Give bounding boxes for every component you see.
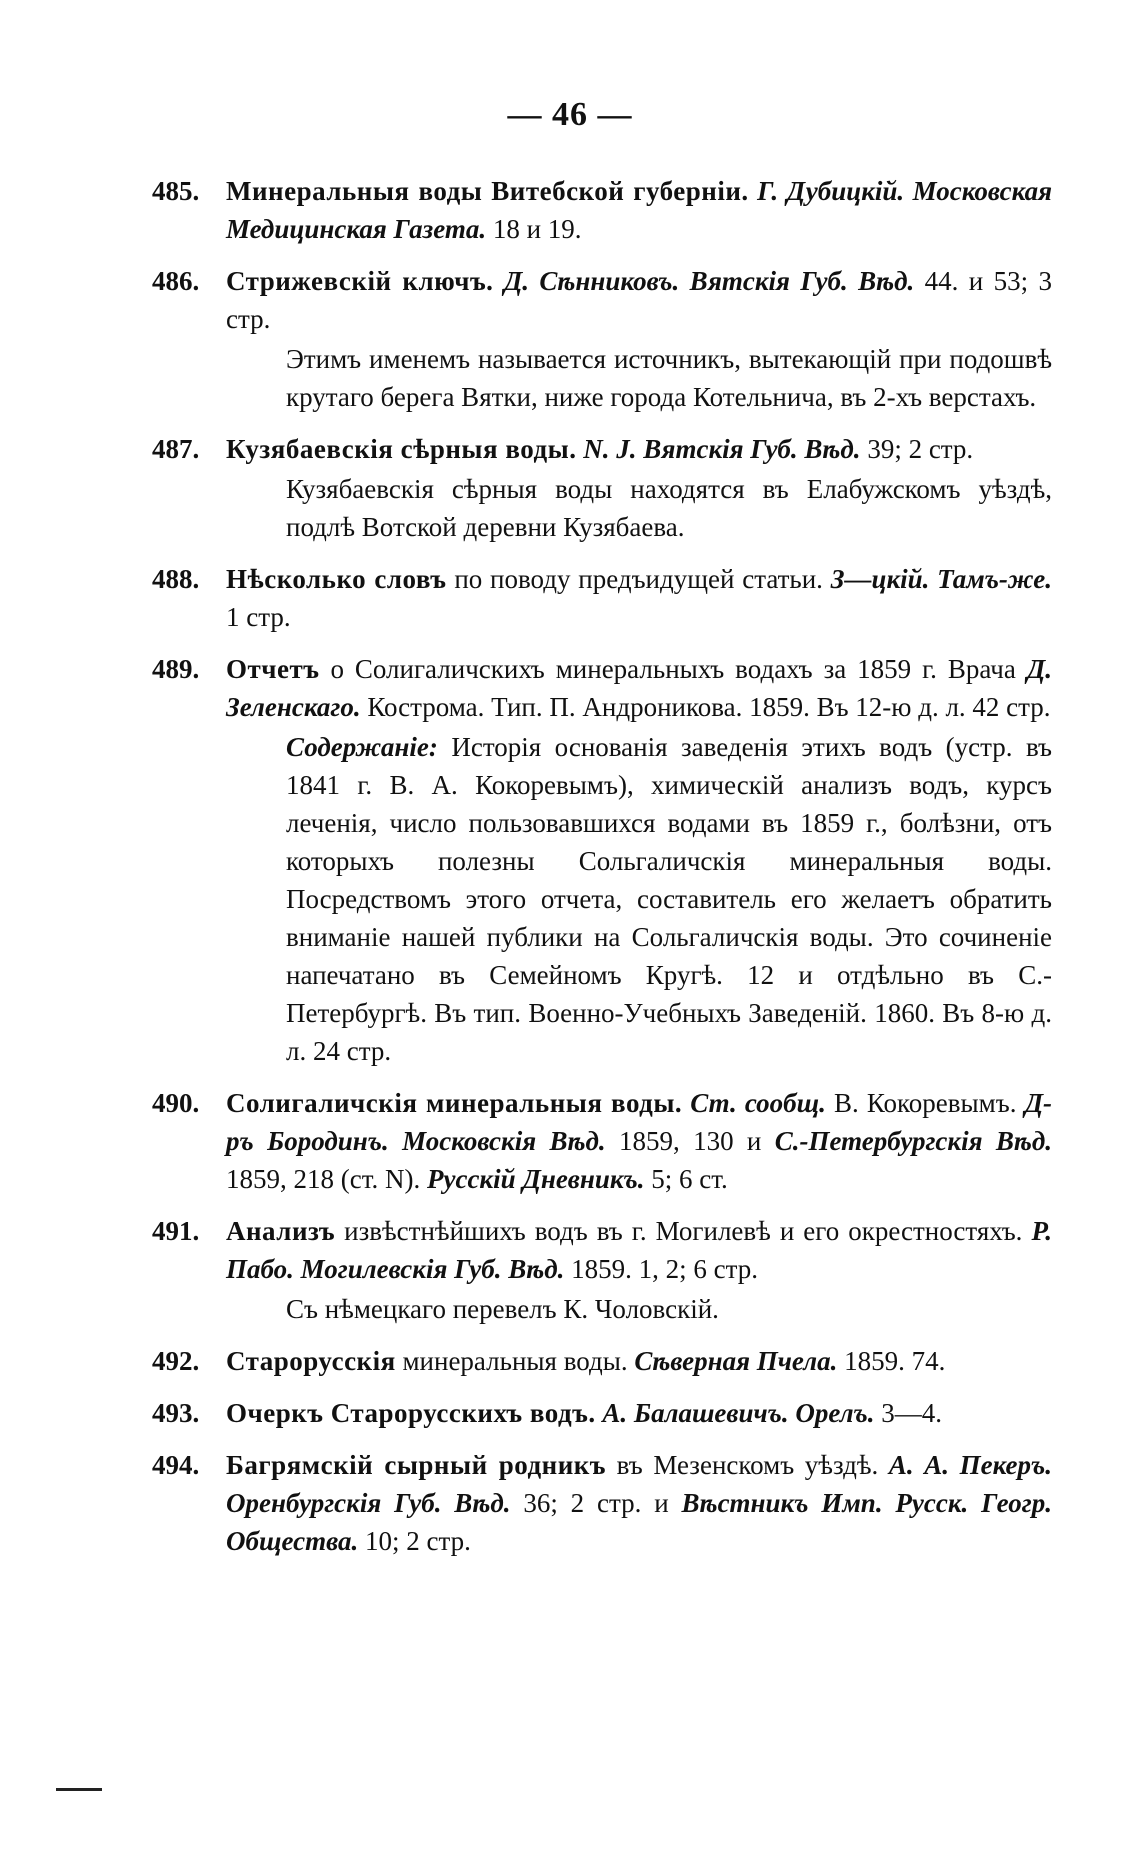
entry-source: Д. Сѣнниковъ. Вятскія Губ. Вѣд. bbox=[503, 266, 915, 296]
entry-body bbox=[226, 1084, 1052, 1198]
entry-body bbox=[226, 430, 1052, 546]
entry-title: Багрямскій сырный родникъ bbox=[226, 1450, 607, 1480]
bibliography-list bbox=[152, 172, 1052, 1574]
entry-citation bbox=[226, 1342, 1052, 1380]
entry-number: 493. bbox=[152, 1398, 200, 1428]
entry-source: Д-ръ Бородинъ. Московскія Вѣд. bbox=[226, 1088, 1052, 1156]
entry-number: 490. bbox=[152, 1088, 200, 1118]
entry-source: N. J. Вятскія Губ. Вѣд. bbox=[583, 434, 861, 464]
entry-body bbox=[226, 1212, 1052, 1328]
entry-number: 489. bbox=[152, 654, 200, 684]
entry-text: о Солигаличскихъ минеральныхъ водахъ за 1859 г. Врача bbox=[319, 654, 1027, 684]
footer-rule bbox=[56, 1788, 102, 1791]
entry-body bbox=[226, 1446, 1052, 1560]
bibliography-entry bbox=[152, 172, 1052, 248]
entry-text: Кострома. Тип. П. Андроникова. 1859. Въ 12-ю д. л. 42 стр. bbox=[360, 692, 1051, 722]
entry-source: Сѣверная Пчела. bbox=[634, 1346, 838, 1376]
entry-title: Кузябаевскія сѣрныя воды. bbox=[226, 434, 577, 464]
entry-number: 494. bbox=[152, 1450, 200, 1480]
entry-body bbox=[226, 1394, 1052, 1432]
entry-description bbox=[226, 1290, 1052, 1328]
entry-text: 1859. 74. bbox=[837, 1346, 946, 1376]
bibliography-entry bbox=[152, 262, 1052, 416]
entry-source: Г. Дубицкій. Московская Медицинская Газета. bbox=[226, 176, 1052, 244]
entry-description bbox=[226, 470, 1052, 546]
entry-text: 1 стр. bbox=[226, 602, 291, 632]
entry-number: 488. bbox=[152, 564, 200, 594]
entry-description bbox=[226, 728, 1052, 1070]
page-number: — 46 — bbox=[507, 96, 633, 133]
entry-body bbox=[226, 1342, 1052, 1380]
entry-text: 1859, 130 и bbox=[605, 1126, 775, 1156]
entry-text bbox=[749, 176, 757, 206]
description-text: Съ нѣмецкаго перевелъ К. Чоловскій. bbox=[286, 1294, 719, 1324]
entry-citation bbox=[226, 430, 1052, 468]
entry-citation bbox=[226, 650, 1052, 726]
entry-text: извѣстнѣйшихъ водъ въ г. Могилевѣ и его окрестностяхъ. bbox=[335, 1216, 1032, 1246]
entry-title: Анализъ bbox=[226, 1216, 336, 1246]
entry-text: В. Кокоревымъ. bbox=[825, 1088, 1025, 1118]
entry-text: 1859, 218 (ст. N). bbox=[226, 1164, 427, 1194]
bibliography-entry bbox=[152, 1394, 1052, 1432]
entry-text: по поводу предъидущей статьи. bbox=[446, 564, 831, 594]
entry-citation bbox=[226, 1446, 1052, 1560]
entry-body bbox=[226, 172, 1052, 248]
entry-citation bbox=[226, 1394, 1052, 1432]
entry-text: 44. и 53; 3 стр. bbox=[226, 266, 1053, 334]
bibliography-entry bbox=[152, 430, 1052, 546]
entry-text: 18 и 19. bbox=[486, 214, 582, 244]
entry-description bbox=[226, 340, 1052, 416]
entry-citation bbox=[226, 1212, 1052, 1288]
entry-number: 485. bbox=[152, 176, 200, 206]
entry-number: 487. bbox=[152, 434, 200, 464]
entry-body bbox=[226, 650, 1052, 1070]
entry-title: Старорусскія bbox=[226, 1346, 396, 1376]
entry-title: Минеральныя воды Витебской губерніи. bbox=[226, 176, 749, 206]
entry-text bbox=[493, 266, 503, 296]
bibliography-entry bbox=[152, 1342, 1052, 1380]
entry-text: въ Мезенскомъ уѣздѣ. bbox=[606, 1450, 889, 1480]
entry-source: З—цкій. Тамъ-же. bbox=[830, 564, 1052, 594]
entry-body bbox=[226, 560, 1052, 636]
bibliography-entry bbox=[152, 650, 1052, 1070]
description-text: Исторія основанія заведенія этихъ водъ (устр. въ 1841 г. В. А. Кокоревымъ), химическій анализъ водъ, курсъ леченія, число пользовавшихся водами въ 1859 г., болѣзни, отъ которыхъ полезны Сольгаличскія минеральныя воды. Посредствомъ этого отчета, составитель его желаетъ обратить вниманіе нашей публики на Сольгаличскія воды. Это сочиненіе напечатано въ Семейномъ Кругѣ. 12 и отдѣльно въ С.-Петербургѣ. Въ тип. Военно-Учебныхъ Заведеній. 1860. Въ 8-ю д. л. 24 стр. bbox=[286, 732, 1053, 1066]
entry-text: 39; 2 стр. bbox=[860, 434, 974, 464]
entry-source: Д. Зеленскаго. bbox=[226, 654, 1052, 722]
entry-title: Очеркъ Старорусскихъ водъ. bbox=[226, 1398, 596, 1428]
entry-source: Р. Пабо. Могилевскія Губ. Вѣд. bbox=[226, 1216, 1052, 1284]
entry-source: А. Балашевичъ. Орелъ. bbox=[602, 1398, 875, 1428]
entry-title: Нѣсколько словъ bbox=[226, 564, 447, 594]
entry-source: А. А. Пекеръ. Оренбургскія Губ. Вѣд. bbox=[226, 1450, 1052, 1518]
entry-source: Русскій Дневникъ. bbox=[426, 1164, 645, 1194]
entry-number: 491. bbox=[152, 1216, 200, 1246]
description-text: Этимъ именемъ называется источникъ, вытекающій при подошвѣ крутаго берега Вятки, ниже города Котельнича, въ 2-хъ верстахъ. bbox=[286, 344, 1052, 412]
entry-number: 486. bbox=[152, 266, 200, 296]
entry-citation bbox=[226, 172, 1052, 248]
entry-text: 1859. 1, 2; 6 стр. bbox=[564, 1254, 758, 1284]
description-label: Содержаніе: bbox=[286, 732, 438, 762]
entry-source: Ст. сообщ. bbox=[690, 1088, 826, 1118]
entry-body bbox=[226, 262, 1052, 416]
entry-citation bbox=[226, 560, 1052, 636]
entry-citation bbox=[226, 262, 1052, 338]
bibliography-entry bbox=[152, 1084, 1052, 1198]
entry-citation bbox=[226, 1084, 1052, 1198]
description-text: Кузябаевскія сѣрныя воды находятся въ Елабужскомъ уѣздѣ, подлѣ Вотской деревни Кузябаева. bbox=[286, 474, 1052, 542]
entry-text: 10; 2 стр. bbox=[358, 1526, 471, 1556]
entry-number: 492. bbox=[152, 1346, 200, 1376]
entry-title: Стрижевскій ключъ. bbox=[226, 266, 494, 296]
bibliography-entry bbox=[152, 560, 1052, 636]
bibliography-entry bbox=[152, 1446, 1052, 1560]
entry-text: 36; 2 стр. и bbox=[510, 1488, 682, 1518]
entry-title: Отчетъ bbox=[226, 654, 320, 684]
bibliography-entry bbox=[152, 1212, 1052, 1328]
entry-text: 3—4. bbox=[874, 1398, 943, 1428]
entry-text: минеральныя воды. bbox=[395, 1346, 635, 1376]
entry-source: С.-Петербургскія Вѣд. bbox=[774, 1126, 1053, 1156]
entry-title: Солигаличскія минеральныя воды. bbox=[226, 1088, 683, 1118]
entry-text: 5; 6 ст. bbox=[644, 1164, 728, 1194]
entry-source: Вѣстникъ Имп. Русск. Геогр. Общества. bbox=[226, 1488, 1052, 1556]
